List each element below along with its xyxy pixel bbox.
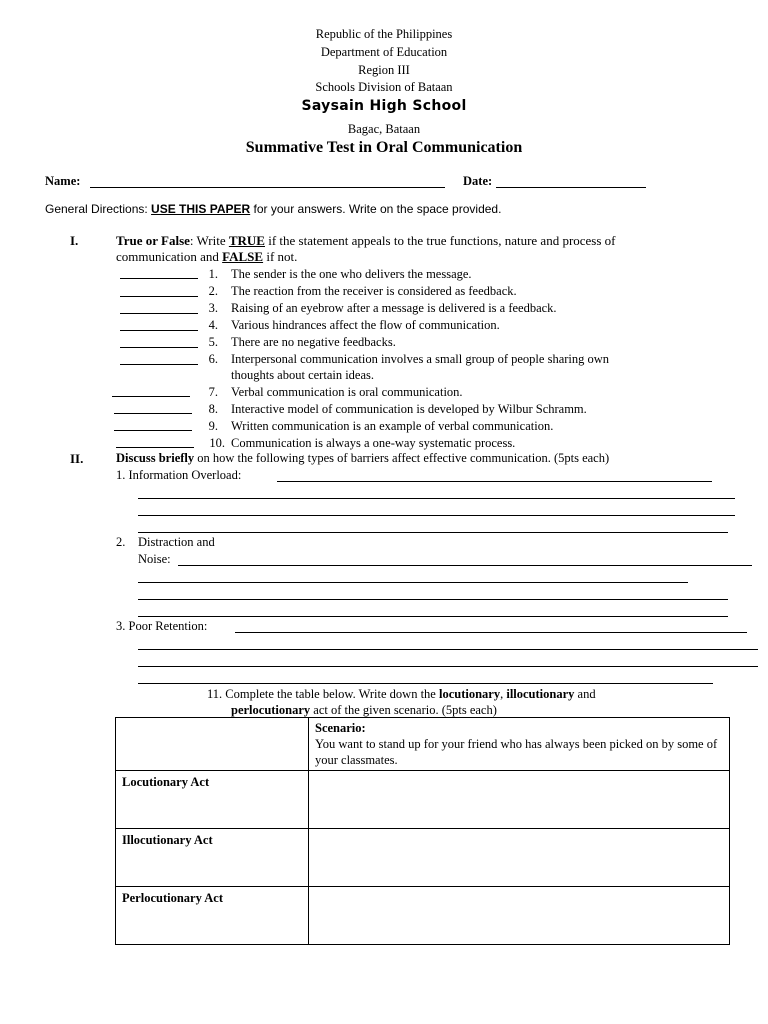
test-title: Summative Test in Oral Communication	[245, 139, 523, 156]
item-number: 8.	[208, 402, 218, 416]
school-location: Bagac, Bataan	[347, 122, 421, 136]
item-text: The reaction from the receiver is considered as feedback.	[231, 284, 517, 298]
question-2-text-continued: Noise:	[138, 552, 171, 566]
answer-blank-2[interactable]	[120, 296, 198, 297]
answer-line[interactable]	[138, 683, 713, 684]
answer-blank-1[interactable]	[120, 278, 198, 279]
table-row	[116, 718, 730, 771]
item-number: 3.	[208, 301, 218, 315]
locutionary-word: locutionary	[438, 687, 501, 701]
answer-blank-8[interactable]	[114, 413, 192, 414]
answer-blank-9[interactable]	[114, 430, 192, 431]
perlocutionary-act-answer[interactable]	[309, 887, 730, 945]
table-row	[116, 887, 730, 945]
answer-line[interactable]	[138, 616, 728, 617]
name-field[interactable]	[90, 187, 445, 188]
table-row	[116, 771, 730, 829]
false-word: FALSE	[222, 249, 264, 264]
locutionary-act-answer[interactable]	[309, 771, 730, 829]
answer-line[interactable]	[138, 649, 758, 650]
item-number: 7.	[208, 385, 218, 399]
date-label: Date:	[463, 174, 493, 188]
item-number: 6.	[208, 352, 218, 366]
scenario-label: Scenario:	[315, 721, 366, 735]
table-row	[116, 829, 730, 887]
header-department: Department of Education	[320, 45, 448, 59]
header-division: Schools Division of Bataan	[315, 80, 453, 94]
school-name: Saysain High School	[301, 98, 467, 114]
item-text: The sender is the one who delivers the message.	[231, 267, 472, 281]
answer-blank-3[interactable]	[120, 313, 198, 314]
directions-emphasis: USE THIS PAPER	[151, 202, 251, 216]
item-number: 10.	[209, 436, 225, 450]
item-text: Interactive model of communication is developed by Wilbur Schramm.	[231, 402, 587, 416]
part1-instruction	[116, 233, 616, 265]
locutionary-act-label: Locutionary Act	[116, 771, 309, 829]
item-text-continued: thoughts about certain ideas.	[231, 368, 375, 382]
part2-text: on how the following types of barriers affect effective communication. (5pts each)	[194, 451, 610, 465]
part1-text-c: communication and	[116, 249, 223, 264]
item-text: Raising of an eyebrow after a message is delivered is a feedback.	[231, 301, 557, 315]
general-directions	[45, 202, 501, 216]
item-number: 1.	[208, 267, 218, 281]
answer-blank-6[interactable]	[120, 364, 198, 365]
answer-blank-5[interactable]	[120, 347, 198, 348]
directions-prefix: General Directions:	[45, 202, 152, 216]
scenario-cell	[309, 718, 730, 771]
answer-line[interactable]	[138, 532, 728, 533]
illocutionary-act-label: Illocutionary Act	[116, 829, 309, 887]
answer-line[interactable]	[138, 498, 735, 499]
item-text: Communication is always a one-way systematic process.	[231, 436, 516, 450]
question-1: 1. Information Overload:	[116, 468, 242, 482]
part1-text-d: if not.	[263, 249, 298, 264]
directions-suffix: for your answers. Write on the space provided.	[250, 202, 502, 216]
part1-label: True or False	[116, 233, 190, 248]
answer-line[interactable]	[138, 599, 728, 600]
answer-line[interactable]	[277, 481, 712, 482]
part1-numeral: I.	[70, 233, 79, 248]
answer-blank-4[interactable]	[120, 330, 198, 331]
part1-text-b: if the statement appeals to the true functions, nature and process of	[264, 233, 616, 248]
perlocutionary-act-label: Perlocutionary Act	[116, 887, 309, 945]
answer-line[interactable]	[138, 515, 735, 516]
answer-line[interactable]	[138, 666, 758, 667]
answer-line[interactable]	[138, 582, 688, 583]
item-number: 2.	[208, 284, 218, 298]
item-number: 4.	[208, 318, 218, 332]
item-number: 5.	[208, 335, 218, 349]
part2-label: Discuss briefly	[116, 451, 195, 465]
item-text: Various hindrances affect the flow of communication.	[231, 318, 500, 332]
item-number: 9.	[208, 419, 218, 433]
answer-blank-7[interactable]	[112, 396, 190, 397]
illocutionary-word: illocutionary	[506, 687, 575, 701]
answer-blank-10[interactable]	[116, 447, 194, 448]
header-region: Region III	[358, 63, 410, 77]
date-field[interactable]	[496, 187, 646, 188]
question-3: 3. Poor Retention:	[116, 619, 208, 633]
question-11-sep: ,	[500, 687, 507, 701]
perlocutionary-word: perlocutionary	[231, 703, 311, 717]
header-republic: Republic of the Philippines	[315, 27, 453, 41]
item-text: Interpersonal communication involves a small group of people sharing own	[231, 352, 610, 366]
question-11-text-a: Complete the table below. Write down the	[225, 687, 439, 701]
item-text: There are no negative feedbacks.	[231, 335, 396, 349]
question-11-line2	[231, 703, 497, 718]
question-2-number: 2.	[116, 535, 126, 549]
part2-instruction	[116, 451, 609, 466]
part1-text-a: : Write	[189, 233, 229, 248]
question-11	[207, 686, 596, 703]
question-11-text-c: act of the given scenario. (5pts each)	[310, 703, 497, 717]
answer-line[interactable]	[178, 565, 752, 566]
speech-act-table	[115, 717, 730, 945]
table-corner-cell	[116, 718, 309, 771]
illocutionary-act-answer[interactable]	[309, 829, 730, 887]
name-label: Name:	[45, 174, 81, 188]
item-text: Verbal communication is oral communication.	[231, 385, 463, 399]
scenario-text: You want to stand up for your friend who has always been picked on by some of your classmates.	[315, 737, 718, 767]
question-2-text: Distraction and	[138, 535, 215, 549]
question-11-text-b: and	[574, 687, 596, 701]
true-word: TRUE	[228, 233, 265, 248]
item-text: Written communication is an example of verbal communication.	[231, 419, 554, 433]
answer-line[interactable]	[235, 632, 747, 633]
question-11-number: 11.	[207, 687, 223, 701]
part2-numeral: II.	[70, 451, 84, 466]
